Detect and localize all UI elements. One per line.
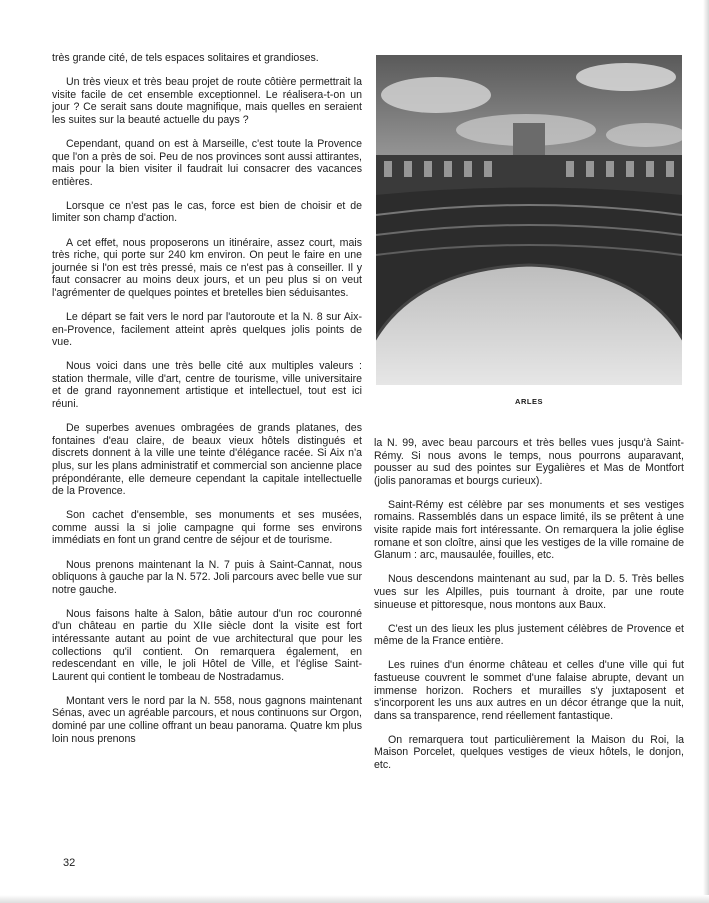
paragraph: On remarquera tout particulièrement la Maison du Roi, la Maison Porcelet, quelques vestiges de vieux hôtels, le donjon, etc. [374,733,684,771]
amphitheatre-illustration [376,55,682,385]
paragraph: Le départ se fait vers le nord par l'autoroute et la N. 8 sur Aix-en-Provence, facilement atteint après quelques jolis points de vue. [52,311,362,349]
arles-amphitheatre-photo [376,55,682,385]
left-text-column [52,52,362,757]
paragraph: A cet effet, nous proposerons un itinéraire, assez court, mais très riche, qui porte sur 240 km environ. On peut le faire en une journée si l'on est très pressé, mais ce n'est pas à conseiller. Il y faut consacrer au moins deux jours, et un peu plus si on veut l'agrémenter de quelques pointes et bretelles bien séduisantes. [52,236,362,299]
paragraph: Lorsque ce n'est pas le cas, force est bien de choisir et de limiter son champ d'action. [52,199,362,225]
page-number: 32 [63,857,76,869]
paragraph: Montant vers le nord par la N. 558, nous gagnons maintenant Sénas, avec un agréable parcours, et nous continuons sur Orgon, dominé par une colline offrant un beau panorama. Quatre km plus loin nous prenons [52,694,362,745]
photo-caption: ARLES [515,397,543,406]
paragraph: Nous faisons halte à Salon, bâtie autour d'un roc couronné d'un château en partie du XIIe siècle dont la visite est fort intéressante autant au point de vue architectural que pour les collections qu'il contient. On remarquera également, en redescendant en ville, le joli Hôtel de Ville, et l'église Saint-Laurent qui contient le tombeau de Nostradamus. [52,607,362,683]
right-text-column [374,437,684,783]
paragraph: De superbes avenues ombragées de grands platanes, des fontaines d'eau claire, de beaux vieux hôtels distingués et discrets donnent à la ville une teinte d'élégance racée. Si Aix n'a plus, sur les plans administratif et commercial son ancienne place prépondérante, elle demeure cependant la capitale intellectuelle de la Provence. [52,422,362,498]
paragraph: Saint-Rémy est célèbre par ses monuments et ses vestiges romains. Rassemblés dans un espace limité, ils se prêtent à une visite rapide mais fort intéressante. On remarquera la jolie église romane et son cloître, ainsi que les vestiges de la ville romaine de Glanum : arc, mausaulée, fouilles, etc. [374,498,684,562]
paragraph: Nous descendons maintenant au sud, par la D. 5. Très belles vues sur les Alpilles, puis tournant à droite, par une route sinueuse et pittoresque, nous montons aux Baux. [374,573,684,611]
paragraph: très grande cité, de tels espaces solitaires et grandioses. [52,52,319,64]
paragraph: Un très vieux et très beau projet de route côtière permettrait la visite facile de cet ensemble exceptionnel. Le réalisera-t-on un jour ? Ce serait sans doute magnifique, mais quelles en seraient les suites sur la beauté actuelle du pays ? [52,76,362,126]
paragraph: la N. 99, avec beau parcours et très belles vues jusqu'à Saint-Rémy. Si nous avons le temps, nous pourrons auparavant, pousser au sud des pointes sur Eygalières et Mas de Montfort (jolis panoramas et bourgs curieux). [374,437,684,487]
paragraph: Cependant, quand on est à Marseille, c'est toute la Provence que l'on a près de soi. Peu de nos provinces sont aussi attirantes, mais pour la bien visiter il faudrait lui consacrer des vacances entières. [52,137,362,188]
page-edge-shadow [703,0,709,903]
page-bottom-shadow [0,895,709,903]
paragraph: C'est un des lieux les plus justement célèbres de Provence et même de la France entière. [374,622,684,648]
paragraph: Les ruines d'un énorme château et celles d'une ville qui fut fastueuse couvrent le sommet d'une falaise abrupte, devant un immense horizon. Rochers et murailles s'y juxtaposent et s'incorporent les uns aux autres en un décor étrange que la nuit, dans sa transparence, rend réellement fantastique. [374,659,684,722]
paragraph: Son cachet d'ensemble, ses monuments et ses musées, comme aussi la si jolie campagne qui forme ses environs immédiats en font un grand centre de séjour et de tourisme. [52,509,362,547]
paragraph: Nous prenons maintenant la N. 7 puis à Saint-Cannat, nous obliquons à gauche par la N. 572. Joli parcours avec belle vue sur notre gauche. [52,558,362,596]
paragraph: Nous voici dans une très belle cité aux multiples valeurs : station thermale, ville d'art, centre de tourisme, ville universitaire et de grand rayonnement artistique et intellectuel, tout est ici réuni. [52,360,362,411]
